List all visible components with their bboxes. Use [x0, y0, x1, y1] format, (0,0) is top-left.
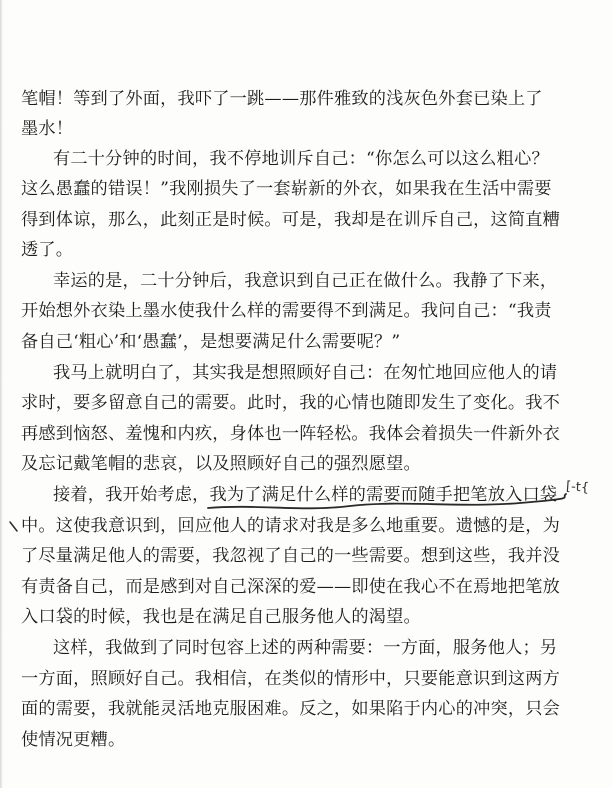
text-line-19: 这样，我做到了同时包容上述的两种需要：一方面，服务他人；另 — [53, 638, 558, 658]
text-line-15: 中。这使我意识到，回应他人的请求对我是多么地重要。遗憾的是，为 — [21, 516, 561, 536]
text-line-4: 这么愚蠢的错误！”我刚损失了一套崭新的外衣，如果我在生活中需要 — [21, 179, 552, 199]
text-line-8: 开始想外衣染上墨水使我什么样的需要得不到满足。我问自己：“我责 — [21, 301, 552, 321]
text-line-5: 得到体谅，那么，此刻正是时候。可是，我却是在训斥自己，这简直糟 — [21, 210, 561, 230]
text-line-18: 入口袋的时候，我也是在满足自己服务他人的渴望。 — [21, 607, 421, 627]
text-line-20: 一方面，照顾好自己。我相信，在类似的情形中，只要能意识到这两方 — [21, 669, 561, 689]
text-line-1: 笔帽！等到了外面，我吓了一跳——那件雅致的浅灰色外套已染上了 — [21, 89, 543, 109]
text-line-3: 有二十分钟的时间，我不停地训斥自己：“你怎么可以这么粗心？ — [53, 149, 549, 169]
text-line-14: 接着，我开始考虑，我为了满足什么样的需要而随手把笔放入口袋 — [53, 485, 558, 505]
text-line-13: 及忘记戴笔帽的悲哀，以及照顾好自己的强烈愿望。 — [21, 454, 421, 474]
margin-note: [-t{ — [565, 479, 590, 496]
text-line-22: 使情况更糟。 — [21, 730, 126, 750]
text-line-17: 有责备自己，而是感到对自己深深的爱——即使在我心不在焉地把笔放 — [21, 577, 561, 597]
text-line-11: 求时，要多留意自己的需要。此时，我的心情也随即发生了变化。我不 — [21, 393, 561, 413]
scan-edge-shadow — [0, 0, 3, 788]
text-line-16: 了尽量满足他人的需要，我忽视了自己的一些需要。想到这些，我并没 — [21, 546, 561, 566]
text-line-2: 墨水！ — [21, 119, 74, 139]
text-line-7: 幸运的是，二十分钟后，我意识到自己正在做什么。我静了下来， — [53, 271, 558, 291]
text-line-9: 备自己‘粗心’和‘愚蠢’，是想要满足什么需要呢？” — [21, 332, 401, 352]
text-line-12: 再感到恼怒、羞愧和内疚，身体也一阵轻松。我体会着损失一件新外衣 — [21, 424, 561, 444]
text-line-6: 透了。 — [21, 240, 74, 260]
text-line-21: 面的需要，我就能灵活地克服困难。反之，如果陷于内心的冲突，只会 — [21, 699, 561, 719]
text-line-10: 我马上就明白了，其实我是想照顾好自己：在匆忙地回应他人的请 — [53, 363, 558, 383]
